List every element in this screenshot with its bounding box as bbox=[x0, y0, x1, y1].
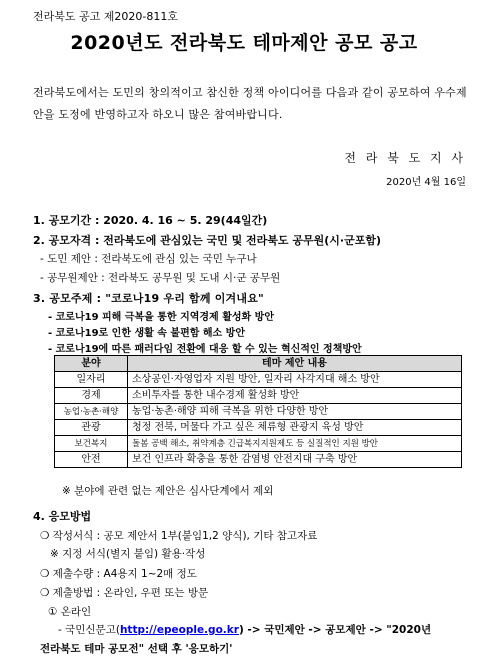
online-instructions bbox=[58, 622, 431, 637]
doc-number: 전라북도 공고 제2020-811호 bbox=[33, 10, 178, 23]
eligibility-citizen: - 도민 제안 : 전라북도에 관심 있는 국민 누구나 bbox=[40, 253, 257, 265]
method-quantity: ❍ 제출수량 : A4용지 1~2매 정도 bbox=[40, 568, 197, 580]
table-header-content: 테마 제안 내용 bbox=[128, 356, 462, 372]
table-cell-content: 청정 전북, 머물다 가고 싶은 체류형 관광지 육성 방안 bbox=[128, 420, 462, 436]
table-cell-content: 보건 인프라 확충을 통한 감염병 안전지대 구축 방안 bbox=[128, 452, 462, 468]
table-row bbox=[55, 372, 462, 388]
section-period: 1. 공모기간 : 2020. 4. 16 ~ 5. 29(44일간) bbox=[33, 214, 268, 227]
table-note: ※ 분야에 관련 없는 제안은 심사단계에서 제외 bbox=[62, 485, 274, 497]
theme-table bbox=[54, 355, 462, 468]
table-cell-field: 일자리 bbox=[55, 372, 128, 388]
table-cell-field: 관광 bbox=[55, 420, 128, 436]
method-form-note: ※ 지정 서식(별지 붙임) 활용·작성 bbox=[50, 548, 206, 560]
table-row bbox=[55, 420, 462, 436]
signature-org: 전 라 북 도 지 사 bbox=[344, 151, 466, 165]
eligibility-official: - 공무원제안 : 전라북도 공무원 및 도내 시·군 공무원 bbox=[40, 272, 281, 284]
table-header-row bbox=[55, 356, 462, 372]
table-cell-content: 돌봄 공백 해소, 취약계층 긴급복지지원제도 등 실질적인 지원 방안 bbox=[128, 436, 462, 452]
theme-item-3: - 코로나19에 따른 패러다임 전환에 대응 할 수 있는 혁신적인 정책방안 bbox=[48, 344, 362, 355]
table-cell-content: 소비투자를 통한 내수경제 활성화 방안 bbox=[128, 388, 462, 404]
method-submission: ❍ 제출방법 : 온라인, 우편 또는 방문 bbox=[40, 587, 209, 599]
method-form: ❍ 작성서식 : 공모 제안서 1부(붙임1,2 양식), 기타 참고자료 bbox=[40, 530, 318, 542]
table-cell-field: 안전 bbox=[55, 452, 128, 468]
epeople-link[interactable]: http://epeople.go.kr bbox=[119, 624, 239, 636]
table-header-field: 분야 bbox=[55, 356, 128, 372]
theme-item-1: - 코로나19 피해 극복을 통한 지역경제 활성화 방안 bbox=[48, 312, 274, 323]
signature-date: 2020년 4월 16일 bbox=[386, 177, 466, 188]
table-cell-content: 농업·농촌·해양 피해 극복을 위한 다양한 방안 bbox=[128, 404, 462, 420]
table-cell-content: 소상공인·자영업자 지원 방안, 일자리 사각지대 해소 방안 bbox=[128, 372, 462, 388]
table-cell-field: 보건복지 bbox=[55, 436, 128, 452]
online-instructions-path: ) -> 국민제안 -> 공모제안 -> "2020년 bbox=[238, 624, 432, 636]
method-online: ① 온라인 bbox=[48, 606, 92, 618]
online-instructions-prefix: - 국민신문고( bbox=[58, 624, 120, 636]
table-row bbox=[55, 452, 462, 468]
table-row bbox=[55, 436, 462, 452]
table-cell-field: 농업·농촌·해양 bbox=[55, 404, 128, 420]
table-cell-field: 경제 bbox=[55, 388, 128, 404]
table-row bbox=[55, 388, 462, 404]
intro-paragraph: 전라북도에서는 도민의 창의적이고 참신한 정책 아이디어를 다음과 같이 공모하여 우수제안을 도정에 반영하고자 하오니 많은 참여바랍니다. bbox=[33, 86, 467, 121]
section-eligibility: 2. 공모자격 : 전라북도에 관심있는 국민 및 전라북도 공무원(시·군포함) bbox=[33, 234, 382, 247]
online-instructions-continued: 전라북도 테마 공모전" 선택 후 '응모하기' bbox=[40, 643, 233, 655]
theme-item-2: - 코로나19로 인한 생활 속 불편함 해소 방안 bbox=[48, 328, 245, 339]
page-title: 2020년도 전라북도 테마제안 공모 공고 bbox=[70, 32, 418, 54]
table-row bbox=[55, 404, 462, 420]
section-method: 4. 응모방법 bbox=[33, 510, 92, 523]
section-theme: 3. 공모주제 : "코로나19 우리 함께 이겨내요" bbox=[33, 292, 264, 305]
